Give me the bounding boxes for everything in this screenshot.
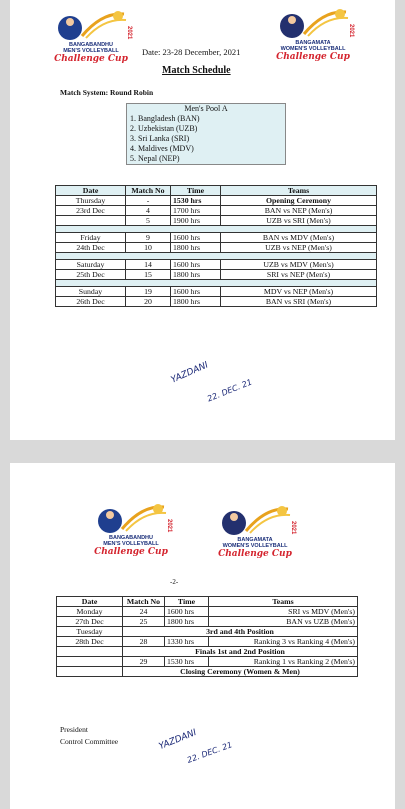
- cell-teams: Ranking 1 vs Ranking 2 (Men's): [209, 657, 358, 667]
- cell-match-no: -: [126, 196, 171, 206]
- cell-match-no: 15: [126, 270, 171, 280]
- men-cup-logo: BANGABANDHU MEN'S VOLLEYBALL Challenge Cup 2021: [92, 501, 170, 561]
- cell-teams: BAN vs UZB (Men's): [209, 617, 358, 627]
- volleyball-player-icon: [216, 503, 294, 537]
- signature: [170, 360, 210, 385]
- cell-section-heading: 3rd and 4th Position: [123, 627, 358, 637]
- cell-date: [57, 647, 123, 657]
- header-match-no: Match No: [126, 186, 171, 196]
- table-header-row: [56, 186, 377, 196]
- cell-time: 1530 hrs: [165, 657, 209, 667]
- match-system: Match System: Round Robin: [60, 88, 154, 97]
- table-row: [56, 233, 377, 243]
- cell-match-no: 14: [126, 260, 171, 270]
- table-row: [57, 647, 358, 657]
- cell-time: 1600 hrs: [171, 233, 221, 243]
- cell-match-no: 4: [126, 206, 171, 216]
- cell-time: 1800 hrs: [171, 270, 221, 280]
- document-page-2: [10, 463, 395, 809]
- table-row: [56, 270, 377, 280]
- separator-cell: [56, 280, 377, 287]
- table-row: [57, 657, 358, 667]
- cell-match-no: 5: [126, 216, 171, 226]
- pool-title: Men's Pool A: [184, 104, 228, 113]
- cell-time: 1600 hrs: [171, 260, 221, 270]
- table-separator-row: [56, 253, 377, 260]
- cell-date: [57, 667, 123, 677]
- table-row: [56, 206, 377, 216]
- cell-date: [57, 657, 123, 667]
- separator-cell: [56, 226, 377, 233]
- cell-teams: Opening Ceremony: [221, 196, 377, 206]
- cell-match-no: 25: [123, 617, 165, 627]
- cell-section-heading: Closing Ceremony (Women & Men): [123, 667, 358, 677]
- cell-match-no: 20: [126, 297, 171, 307]
- president-label: President: [60, 725, 88, 734]
- date-range: Date: 23-28 December, 2021: [142, 47, 241, 57]
- header-time: Time: [171, 186, 221, 196]
- table-row: [56, 297, 377, 307]
- cell-date: Tuesday: [57, 627, 123, 637]
- cell-teams: MDV vs NEP (Men's): [221, 287, 377, 297]
- women-cup-logo: BANGAMATA WOMEN'S VOLLEYBALL Challenge Cup 2021: [216, 503, 294, 563]
- pool-team: 3. Sri Lanka (SRI): [130, 134, 190, 143]
- table-row: [57, 617, 358, 627]
- cell-teams: BAN vs SRI (Men's): [221, 297, 377, 307]
- header-teams: Teams: [221, 186, 377, 196]
- cell-teams: SRI vs NEP (Men's): [221, 270, 377, 280]
- cell-time: 1600 hrs: [171, 287, 221, 297]
- cell-match-no: 19: [126, 287, 171, 297]
- volleyball-player-icon: [92, 501, 170, 535]
- signature-date: 22. DEC. 21: [206, 377, 254, 404]
- signature-date: 22. DEC. 21: [185, 740, 234, 765]
- pool-team: 4. Maldives (MDV): [130, 144, 194, 153]
- table-row: [57, 627, 358, 637]
- volleyball-player-icon: [274, 6, 352, 40]
- table-row: [57, 607, 358, 617]
- signature: [158, 728, 198, 752]
- volleyball-player-icon: [52, 8, 130, 42]
- table-row: [56, 243, 377, 253]
- cell-teams: UZB vs SRI (Men's): [221, 216, 377, 226]
- table-body: [57, 607, 358, 677]
- separator-cell: [56, 253, 377, 260]
- cell-match-no: 24: [123, 607, 165, 617]
- cell-match-no: 28: [123, 637, 165, 647]
- committee-label: Control Committee: [60, 737, 119, 746]
- cell-date: Thursday: [56, 196, 126, 206]
- cell-teams: BAN vs NEP (Men's): [221, 206, 377, 216]
- pool-team: 5. Nepal (NEP): [130, 154, 180, 163]
- cell-time: 1900 hrs: [171, 216, 221, 226]
- cell-time: 1800 hrs: [171, 297, 221, 307]
- table-separator-row: [56, 280, 377, 287]
- women-cup-logo: BANGAMATA WOMEN'S VOLLEYBALL Challenge Cup 2021: [274, 6, 352, 66]
- page-number: -2-: [170, 578, 179, 586]
- schedule-table-1: [55, 185, 377, 307]
- header-teams: Teams: [209, 597, 358, 607]
- table-row: [56, 287, 377, 297]
- table-row: [56, 216, 377, 226]
- cell-date: [56, 216, 126, 226]
- cell-date: Saturday: [56, 260, 126, 270]
- table-separator-row: [56, 226, 377, 233]
- header-date: Date: [57, 597, 123, 607]
- cell-section-heading: Finals 1st and 2nd Position: [123, 647, 358, 657]
- table-row: [57, 637, 358, 647]
- cell-time: 1700 hrs: [171, 206, 221, 216]
- cell-match-no: 10: [126, 243, 171, 253]
- cell-match-no: 29: [123, 657, 165, 667]
- cell-time: 1330 hrs: [165, 637, 209, 647]
- signature-text: YAZDANI: [157, 727, 199, 753]
- table-row: [56, 196, 377, 206]
- cell-date: 27th Dec: [57, 617, 123, 627]
- page-title: Match Schedule: [162, 65, 231, 76]
- pool-team: 1. Bangladesh (BAN): [130, 114, 200, 123]
- cell-date: Monday: [57, 607, 123, 617]
- signature-text: YAZDANI: [169, 360, 210, 386]
- men-cup-logo: BANGABANDHU MEN'S VOLLEYBALL Challenge Cup 2021: [52, 8, 130, 68]
- table-header-row: [57, 597, 358, 607]
- cell-date: Friday: [56, 233, 126, 243]
- cell-date: Sunday: [56, 287, 126, 297]
- header-time: Time: [165, 597, 209, 607]
- header-match-no: Match No: [123, 597, 165, 607]
- cell-time: 1800 hrs: [165, 617, 209, 627]
- cell-date: 24th Dec: [56, 243, 126, 253]
- cell-time: 1800 hrs: [171, 243, 221, 253]
- table-row: [56, 260, 377, 270]
- cell-match-no: 9: [126, 233, 171, 243]
- cell-time: 1530 hrs: [171, 196, 221, 206]
- cell-teams: SRI vs MDV (Men's): [209, 607, 358, 617]
- cell-time: 1600 hrs: [165, 607, 209, 617]
- cell-date: 23rd Dec: [56, 206, 126, 216]
- cell-teams: Ranking 3 vs Ranking 4 (Men's): [209, 637, 358, 647]
- document-page-1: [10, 0, 395, 440]
- cell-teams: UZB vs NEP (Men's): [221, 243, 377, 253]
- cell-teams: UZB vs MDV (Men's): [221, 260, 377, 270]
- cell-date: 25th Dec: [56, 270, 126, 280]
- cell-teams: BAN vs MDV (Men's): [221, 233, 377, 243]
- pool-team: 2. Uzbekistan (UZB): [130, 124, 198, 133]
- table-row: [57, 667, 358, 677]
- schedule-table-2: [56, 596, 358, 677]
- cell-date: 26th Dec: [56, 297, 126, 307]
- cell-date: 28th Dec: [57, 637, 123, 647]
- pool-box: [126, 103, 286, 165]
- table-body: [56, 196, 377, 307]
- header-date: Date: [56, 186, 126, 196]
